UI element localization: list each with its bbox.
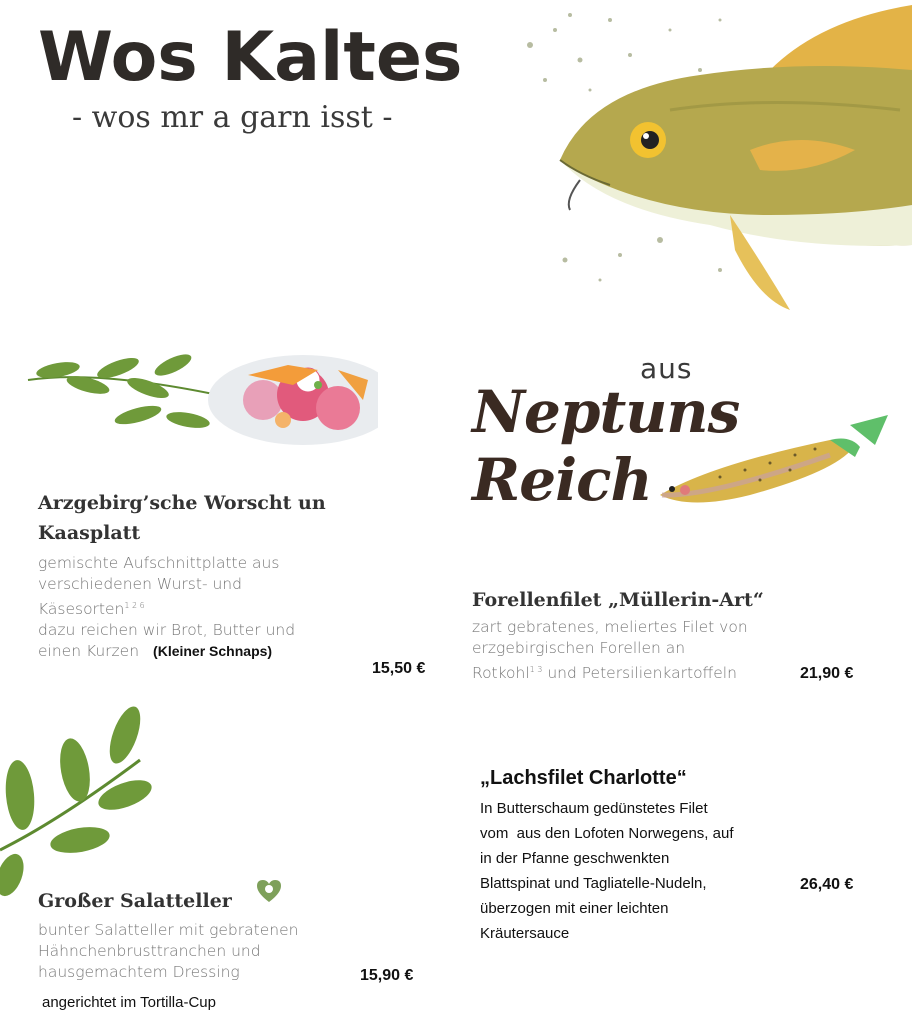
desc-text: und Petersilienkartoffeln <box>542 664 737 683</box>
barbel <box>569 180 580 210</box>
desc-line <box>38 641 295 662</box>
price-salad: 15,90 € <box>360 967 414 984</box>
desc-text: Rotkohl <box>472 664 530 683</box>
price-trout: 21,90 € <box>800 665 854 682</box>
section-prefix: aus <box>640 352 693 385</box>
desc-line <box>472 659 748 684</box>
dish-desc-salad <box>38 920 298 983</box>
desc-line: hausgemachtem Dressing <box>38 963 240 981</box>
dish-title-salmon: „Lachsfilet Charlotte“ <box>480 767 687 789</box>
desc-text: einen Kurzen <box>38 642 140 661</box>
page-subtitle: - wos mr a garn isst - <box>72 100 393 135</box>
dish-title-salad: Großer Salatteller <box>38 890 232 912</box>
desc-line: verschiedenen Wurst- und <box>38 575 242 593</box>
desc-text: Käsesorten <box>38 600 125 619</box>
dish-title-platter <box>38 488 326 548</box>
desc-line: Kräutersauce <box>480 925 570 942</box>
trout-illustration <box>650 385 890 515</box>
dish-desc-salmon <box>480 796 734 946</box>
dish-desc-platter <box>38 553 295 662</box>
dish-desc-trout <box>472 617 748 684</box>
dish-title-line: Kaasplatt <box>38 522 141 544</box>
desc-line: dazu reichen wir Brot, Butter und <box>38 621 296 640</box>
section-title: Neptuns Reich <box>472 378 740 514</box>
dish-extra-salad: angerichtet im Tortilla-Cup <box>42 994 216 1011</box>
dish-note: (Kleiner Schnaps) <box>153 643 273 660</box>
price-salmon: 26,40 € <box>800 876 854 893</box>
desc-line: gemischte Aufschnittplatte aus <box>38 554 280 572</box>
desc-line: Blattspinat und Tagliatelle-Nudeln, <box>480 875 707 892</box>
vegetarian-heart-icon <box>255 878 283 904</box>
cod-fish-illustration <box>470 0 912 330</box>
allergen-codes: 1 2 6 <box>124 601 145 610</box>
desc-line: bunter Salatteller mit gebratenen <box>38 921 299 939</box>
platter-illustration <box>18 340 378 450</box>
allergen-codes: 1 3 <box>529 665 543 674</box>
desc-line: überzogen mit einer leichten <box>480 900 669 917</box>
desc-line <box>38 595 295 620</box>
dish-title-line: Arzgebirg’sche Worscht un <box>38 492 326 514</box>
herb-sprig <box>28 350 218 431</box>
dish-title-trout: Forellenfilet „Müllerin-Art“ <box>472 589 764 611</box>
salad-leaf-illustration <box>0 700 170 900</box>
price-platter: 15,50 € <box>372 660 426 677</box>
dorsal-fin <box>770 5 912 70</box>
page-title: Wos Kaltes <box>38 18 463 97</box>
desc-line: Hähnchenbrusttranchen und <box>38 942 261 960</box>
desc-line: In Butterschaum gedünstetes Filet <box>480 800 708 817</box>
desc-line: erzgebirgischen Forellen an <box>472 639 686 657</box>
desc-line: zart gebratenes, meliertes Filet von <box>472 618 748 636</box>
desc-line: vom aus den Lofoten Norwegens, auf <box>480 825 734 842</box>
desc-line: in der Pfanne geschwenkten <box>480 850 670 867</box>
